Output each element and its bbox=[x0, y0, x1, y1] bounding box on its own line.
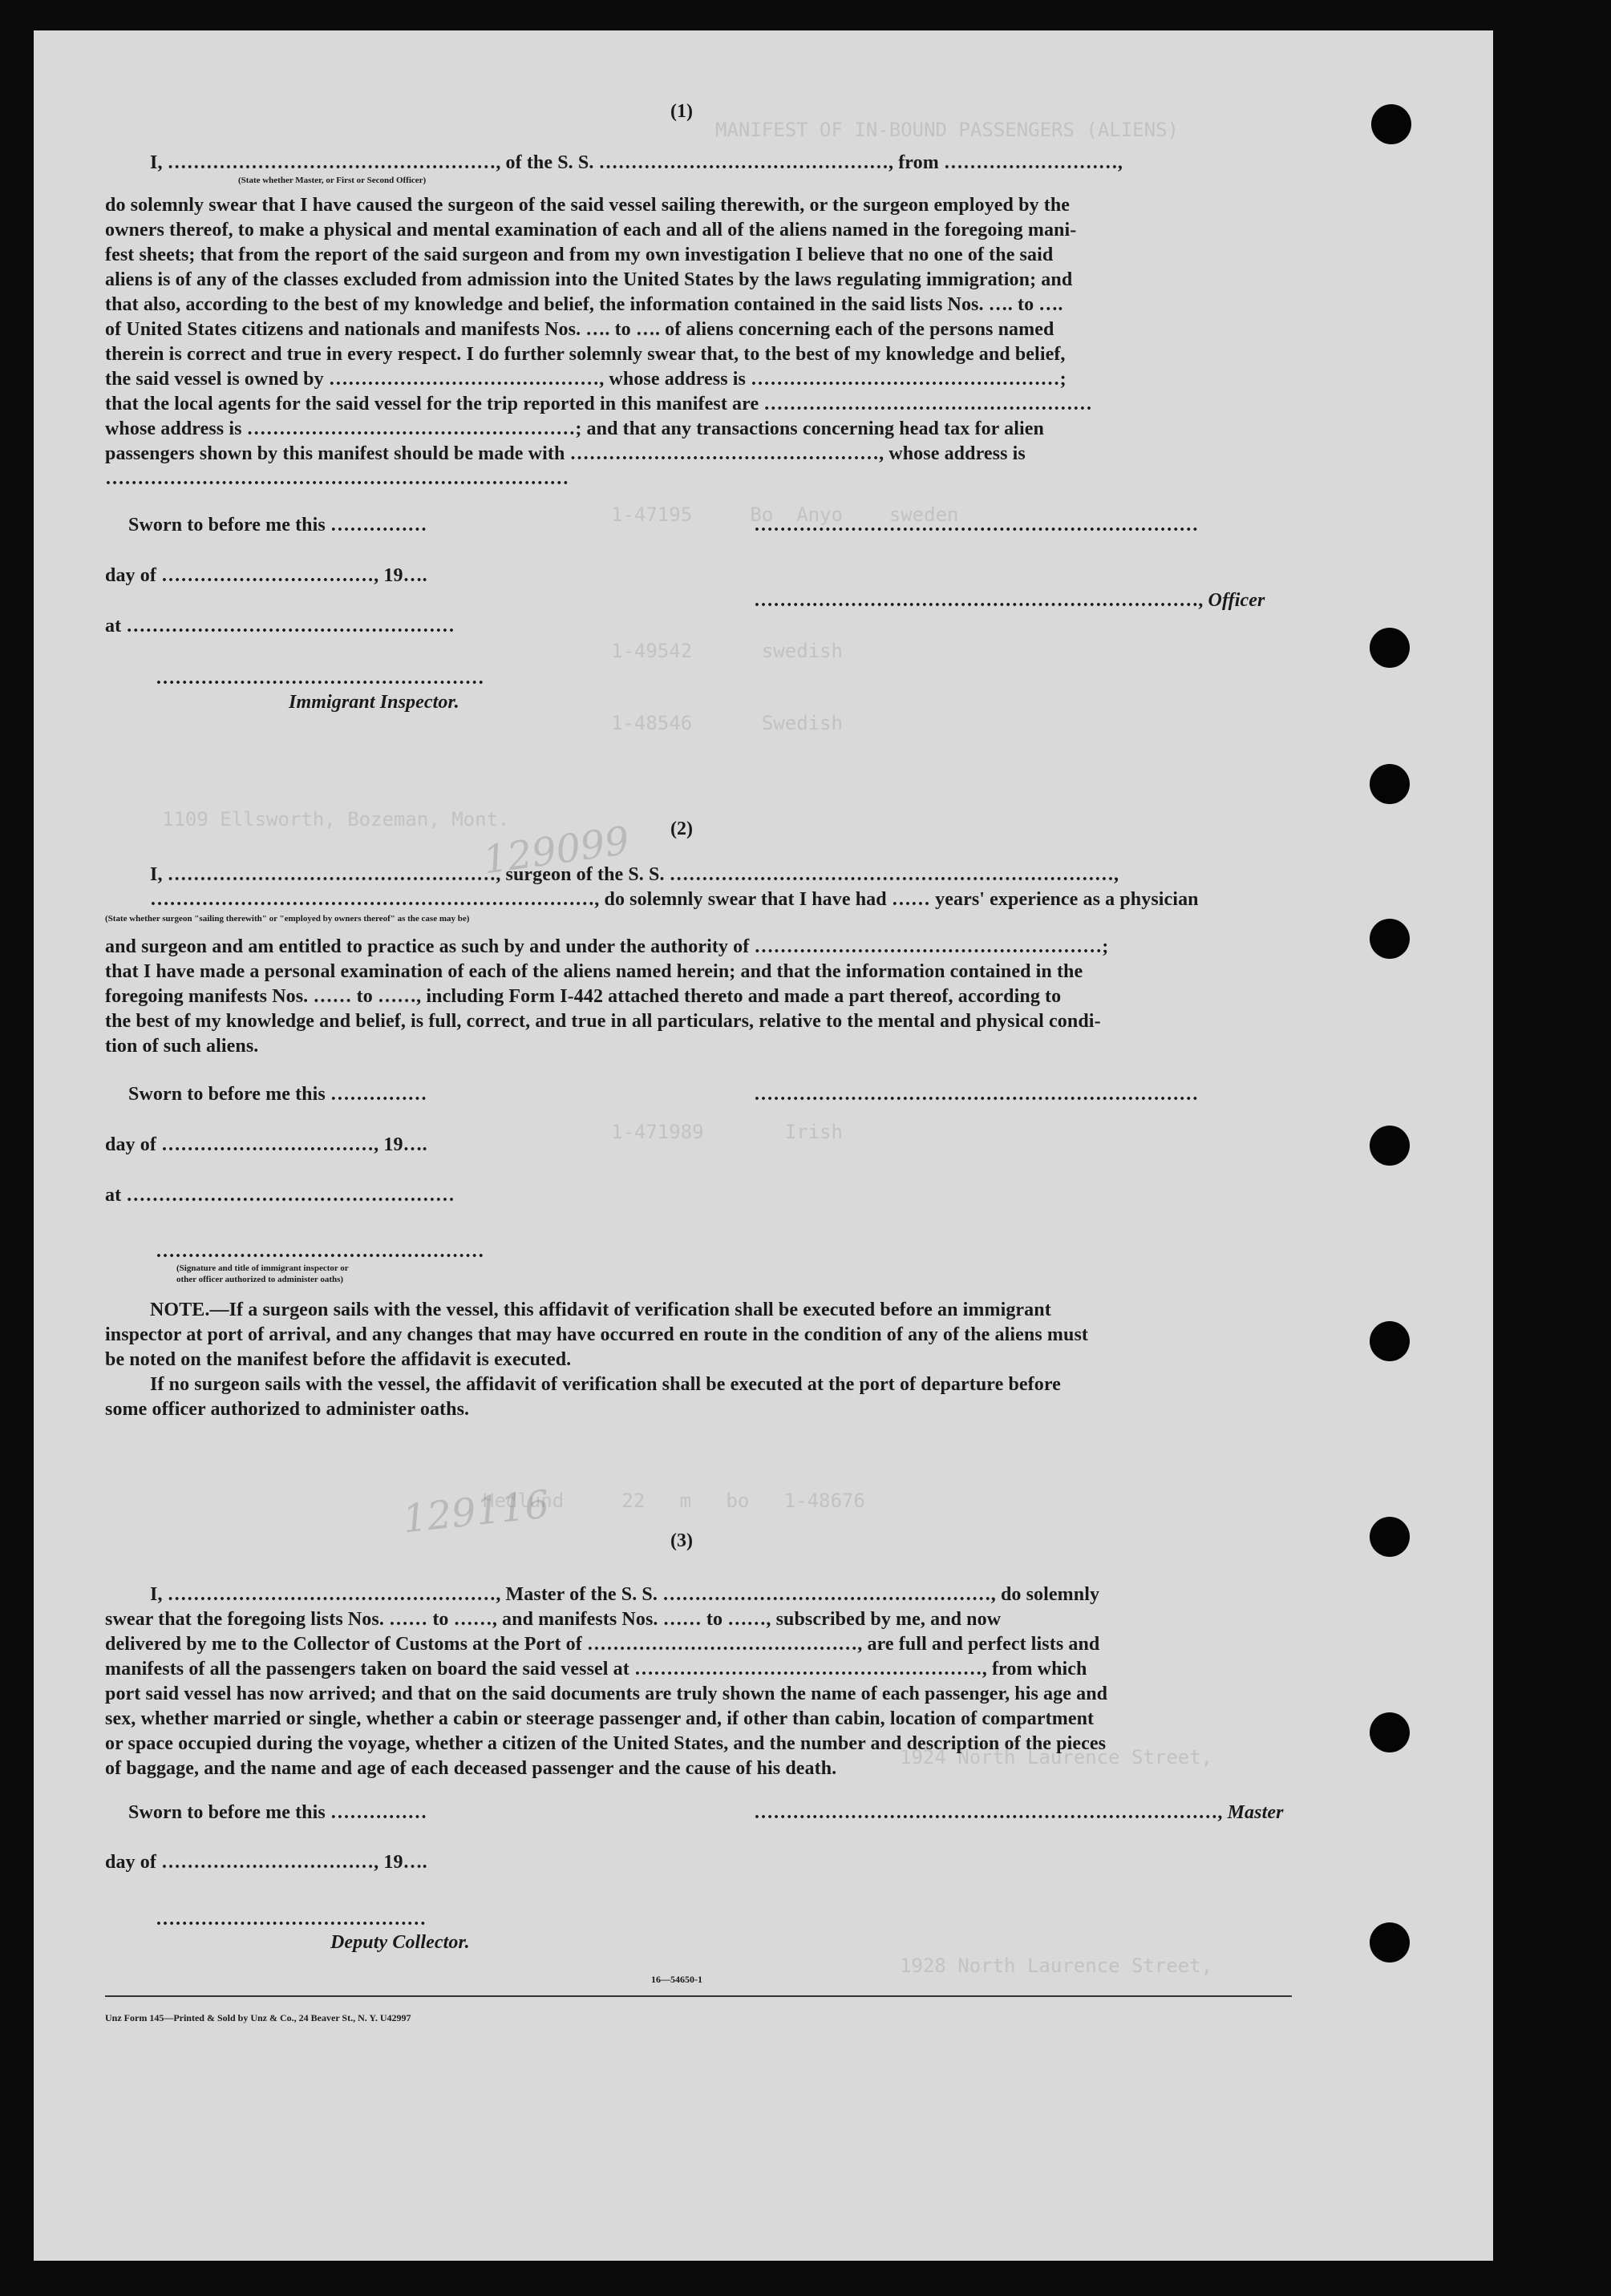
s1-at-line: at …………………………………………… bbox=[105, 616, 455, 637]
ghost-bleed-text: 1109 Ellsworth, Bozeman, Mont. bbox=[162, 808, 510, 831]
binder-hole bbox=[1370, 1922, 1410, 1963]
binder-hole bbox=[1370, 919, 1410, 959]
ghost-bleed-text: Hedlund 22 m bo 1-48676 bbox=[483, 1490, 865, 1512]
section-2-heading: (2) bbox=[670, 819, 693, 839]
s1-officer-line: ……………………………………………………………, Officer bbox=[754, 590, 1265, 611]
s2-surgeon-caption: (State whether surgeon "sailing therewith" or "employed by owners thereof" as the case may be) bbox=[105, 914, 470, 924]
s3-deputy-label: Deputy Collector. bbox=[330, 1932, 470, 1953]
s3-sworn-line: Sworn to before me this …………… bbox=[128, 1802, 427, 1823]
s2-sworn-line: Sworn to before me this …………… bbox=[128, 1084, 427, 1105]
s1-officer-caption: (State whether Master, or First or Second Officer) bbox=[238, 176, 427, 185]
ghost-bleed-text: 1-48546 Swedish bbox=[611, 712, 843, 734]
s1-signature-line: …………………………………………………………… bbox=[754, 515, 1199, 536]
manifest-back-page: MANIFEST OF IN-BOUND PASSENGERS (ALIENS) 1-47195 Bo Anyo sweden 1-49542 swedish 1-48546 Swedish 1109 Ellsworth, Bozeman, Mont. 1-471989 Irish Hedlund 22 m bo 1-48676 1924 North Laurence Street, 1928 North Laurence Street, 129099 129116 (1) I, ……………………………………………, of the S. S. ………………………………………, from ………………………, (State whether Master, or First or Second Officer) do solemnly swear that I have caused the surgeon of the said vessel sailing therewith, or the surgeon employed by the owners thereof, to make a physical and mental examination of each and all of the aliens named in the foregoing mani- fest sheets; that from the report of the said surgeon and from my own investigation I believe that no one of the said aliens is of any of the classes excluded from admission into the United States by the laws regulating immigration; and that also, according to the best of my knowledge and belief, the information contained in the said lists Nos. …. to …. of United States citizens and nationals and manifests Nos. …. to …. of aliens concerning each of the persons named therein is correct and true in every respect. I do further solemnly swear that, to the best of my knowledge and belief, the said vessel is owned by ……………………………………, whose address is …………………………………………; that the local agents for the said vessel for the trip reported in this manifest are …………………………………………… whose address is ……………………………………………; and that any transactions concerning head tax for alien passengers shown by this manifest should be made with …………………………………………, whose address is ……………………………………………………………… Sworn to before me this …………… …………………………………………………………… day of ……………………………, 19…. ……………………………………………………………, Officer at …………………………………………… …………………………………………… Immigrant Inspector. (2) I, ……………………………………………, surgeon of the S. S. ……………………………………………………………, ……………………………………………………………, do solemnly swear that I have had …… years' experience as a physician (State whether surgeon "sailing therewith" or "employed by owners thereof" as the case may be) and surgeon and am entitled to practice as such by and under the authority of ………………………………………………; that I have made a personal examination of each of the aliens named herein; and that the information contained in the foregoing manifests Nos. …… to ……, including Form I-442 attached thereto and made a part thereof, according to the best of my knowledge and belief, is full, correct, and true in all particulars, relative to the mental and physical condi- tion of such aliens. Sworn to before me this …………… …………………………………………………………… day of ……………………………, 19…. at …………………………………………… …………………………………………… (Signature and title of immigrant inspector or other officer authorized to administer oaths) NOTE.—If a surgeon sails with the vessel, this affidavit of verification shall be executed before an immigrant inspector at port of arrival, and any changes that may have occurred en route in the condition of any of the aliens must be noted on the manifest before the affidavit is executed. If no surgeon sails with the vessel, the affidavit of verification shall be executed at the port of departure before some officer authorized to administer oaths. (3) I, ……………………………………………, Master of the S. S. ……………………………………………, do solemnly swear that the foregoing lists Nos. …… to ……, and manifests Nos. …… to ……, subscribed by me, and now delivered by me to the Collector of Customs at the Port of ……………………………………, are full and perfect lists and manifests of all the passengers taken on board the said vessel at ………………………………………………, from which port said vessel has now arrived; and that on the said documents are truly shown the name of each passenger, his age and sex, whether married or single, whether a cabin or steerage passenger and, if other than cabin, location of compartment or space occupied during the voyage, whether a citizen of the United States, and the number and description of the pieces of baggage, and the name and age of each deceased passenger and the cause of his death. Sworn to before me this …………… ………………………………………………………………, Master day of ……………………………, 19…. …………………………………… Deputy Collector. 16—54650-1 Unz Form 145—Printed & Sold by Unz & Co., 24 Beaver St., N. Y. U42997 bbox=[34, 30, 1493, 2261]
s2-experience-line: ……………………………………………………………, do solemnly swear that I have had …… years' experience as a physician bbox=[150, 889, 1199, 910]
binder-hole bbox=[1370, 1712, 1410, 1752]
s2-signature-line: …………………………………………………………… bbox=[754, 1084, 1199, 1105]
stamp-number: 129099 bbox=[480, 818, 633, 883]
ghost-bleed-text: 1-47195 Bo Anyo sweden bbox=[611, 503, 959, 526]
form-code: 16—54650-1 bbox=[651, 1974, 702, 1985]
s2-day-line: day of ……………………………, 19…. bbox=[105, 1134, 427, 1155]
section-1-heading: (1) bbox=[670, 101, 693, 122]
s2-caption-dots: …………………………………………… bbox=[156, 1241, 484, 1262]
ghost-bleed-text: 1924 North Laurence Street, bbox=[900, 1746, 1213, 1768]
ghost-bleed-text: 1-471989 Irish bbox=[611, 1121, 843, 1143]
s1-day-line: day of ……………………………, 19…. bbox=[105, 565, 427, 586]
ghost-bleed-text: 1-49542 swedish bbox=[611, 640, 843, 662]
binder-hole bbox=[1370, 1517, 1410, 1557]
section-3-heading: (3) bbox=[670, 1530, 693, 1551]
binder-hole bbox=[1370, 764, 1410, 804]
ghost-bleed-text: MANIFEST OF IN-BOUND PASSENGERS (ALIENS) bbox=[715, 119, 1179, 141]
s1-sworn-line: Sworn to before me this …………… bbox=[128, 515, 427, 536]
s3-day-line: day of ……………………………, 19…. bbox=[105, 1852, 427, 1873]
s3-master-line: ………………………………………………………………, Master bbox=[754, 1802, 1284, 1823]
s2-oath-line: I, ……………………………………………, surgeon of the S. S. ……………………………………………………………, bbox=[150, 864, 1119, 885]
s1-oath-line: I, ……………………………………………, of the S. S. ………………………………………, from ………………………, bbox=[150, 152, 1123, 173]
ghost-bleed-text: 1928 North Laurence Street, bbox=[900, 1954, 1213, 1977]
s3-deputy-dots: …………………………………… bbox=[156, 1909, 427, 1930]
s2-at-line: at …………………………………………… bbox=[105, 1185, 455, 1206]
binder-hole bbox=[1371, 104, 1411, 144]
s1-inspector-dots: …………………………………………… bbox=[156, 668, 484, 689]
binder-hole bbox=[1370, 1126, 1410, 1166]
bottom-rule bbox=[105, 1995, 1292, 1997]
s1-inspector-label: Immigrant Inspector. bbox=[289, 692, 459, 713]
binder-hole bbox=[1370, 628, 1410, 668]
stamp-number: 129116 bbox=[400, 1481, 552, 1542]
binder-hole bbox=[1370, 1321, 1410, 1361]
printer-footer: Unz Form 145—Printed & Sold by Unz & Co., 24 Beaver St., N. Y. U42997 bbox=[105, 2012, 411, 2023]
